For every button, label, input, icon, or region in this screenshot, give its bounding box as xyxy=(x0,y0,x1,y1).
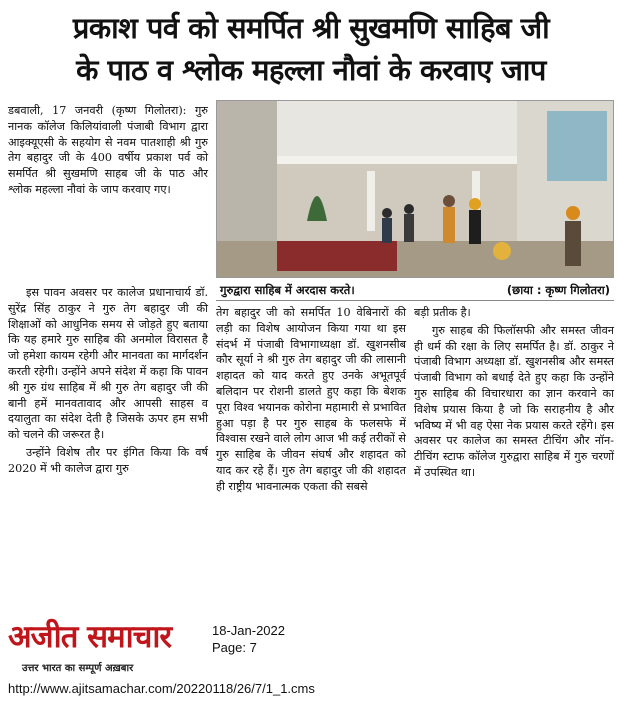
paragraph: उन्होंने विशेष तौर पर इंगित किया कि वर्ष 2020 में भी कालेज द्वारा गुरु xyxy=(8,445,208,475)
photo-caption-bar xyxy=(216,279,614,301)
column-2 xyxy=(216,305,406,497)
source-url[interactable]: http://www.ajitsamachar.com/20220118/26/7/1_1.cms xyxy=(8,681,315,696)
photo-credit: (छाया : कृष्ण गिलोतरा) xyxy=(506,283,610,297)
paragraph: बड़ी प्रतीक है। xyxy=(414,306,471,319)
headline-line-1: प्रकाश पर्व को समर्पित श्री सुखमणि साहिब जी xyxy=(72,11,550,45)
news-photo xyxy=(216,100,614,278)
paragraph: तेग बहादुर जी को समर्पित 10 वेबिनारों की लड़ी का विशेष आयोजन किया गया था इस संदर्भ में पंजाबी विभागाध्यक्षा डॉ. खुशनसीब कौर सूर्या ने श्री गुरु तेग बहादुर जी की लासानी शहादत को याद करते हुए उनके अभूतपूर्व बलिदान पर रोशनी डालते हुए कहा कि बेशक पूरा विश्व भयानक कोरोना महामारी से प्रभावित हुआ पड़ा है पर गुरु साहब के फलसफे में विश्वास रखने वाले लोग आज भी कई तरीकों से गुरु साहिब के जीवन संघर्ष और शहादत को याद कर रहे हैं। गुरु तेग बहादुर जी की शहादत ही राष्ट्रीय भावनात्मक एकता की सबसे xyxy=(216,306,406,493)
newspaper-tagline: उत्तर भारत का सम्पूर्ण अख़बार xyxy=(22,663,134,674)
newspaper-logo: अजीत समाचार xyxy=(8,619,172,655)
headline-line-2: के पाठ व श्लोक महल्ला नौवां के करवाए जाप xyxy=(76,53,546,87)
paragraph: इस पावन अवसर पर कालेज प्रधानाचार्य डॉ. सुरेंद्र सिंह ठाकुर ने गुरु तेग बहादुर जी की शिक्षाओं को आधुनिक समय से जोड़ते हुए बताया कि यह हमारे गुरु साहिब की अनमोल विरासत है जो हमेशा कायम रहेगी और मानवता का मार्गदर्शन करती रहेगी। उन्होंने अपने संदेश में कहा कि पावन श्री गुरु ग्रंथ साहिब में श्री गुरु तेग बहादुर जी की बानी हमें मानवतावाद और आपसी साहस व दयालुता का संदेश देती है जिसके ऊपर हम सभी को चलने की जरूरत है। xyxy=(8,286,208,442)
column-1-bottom xyxy=(8,285,208,479)
gurudwara-photo-illustration xyxy=(217,101,614,278)
edition-page: Page: 7 xyxy=(212,640,257,655)
column-3 xyxy=(414,305,614,483)
edition-info xyxy=(212,622,285,656)
paragraph: गुरु साहब की फिलॉसफी और समस्त जीवन ही धर्म की रक्षा के लिए समर्पित है। डॉ. ठाकुर ने पंजाबी विभाग अध्यक्षा डॉ. खुशनसीब और समस्त पंजाबी विभाग को बधाई देते हुए कहा कि उन्होंने गुरु साहिब की विचारधारा का ज्ञान करवाने का विशेष प्रयास किया है जो कि सराहनीय है और भविष्य में भी वह ऐसा नेक प्रयास करते रहेंगे। इस अवसर पर कालेज का समस्त टीचिंग और नॉन-टीचिंग स्टाफ कॉलेज गुरुद्वारा साहिब में गुरु चरणों में उपस्थित था। xyxy=(414,323,614,479)
column-1-top xyxy=(8,103,208,200)
paragraph-dateline: डबवाली, 17 जनवरी (कृष्ण गिलोतरा): गुरु नानक कॉलेज किलियांवाली पंजाबी विभाग द्वारा आइक्यूएसी के सहयोग से नवम पातशाही श्री गुरु तेग बहादुर जी के 400 वर्षीय प्रकाश पर्व को समर्पित श्री सुखमणि साहब जी के पाठ और श्लोक महल्ला नौवां के जाप करवाए गए। xyxy=(8,104,208,196)
edition-date: 18-Jan-2022 xyxy=(212,623,285,638)
photo-caption: गुरुद्वारा साहिब में अरदास करते। xyxy=(220,283,355,297)
